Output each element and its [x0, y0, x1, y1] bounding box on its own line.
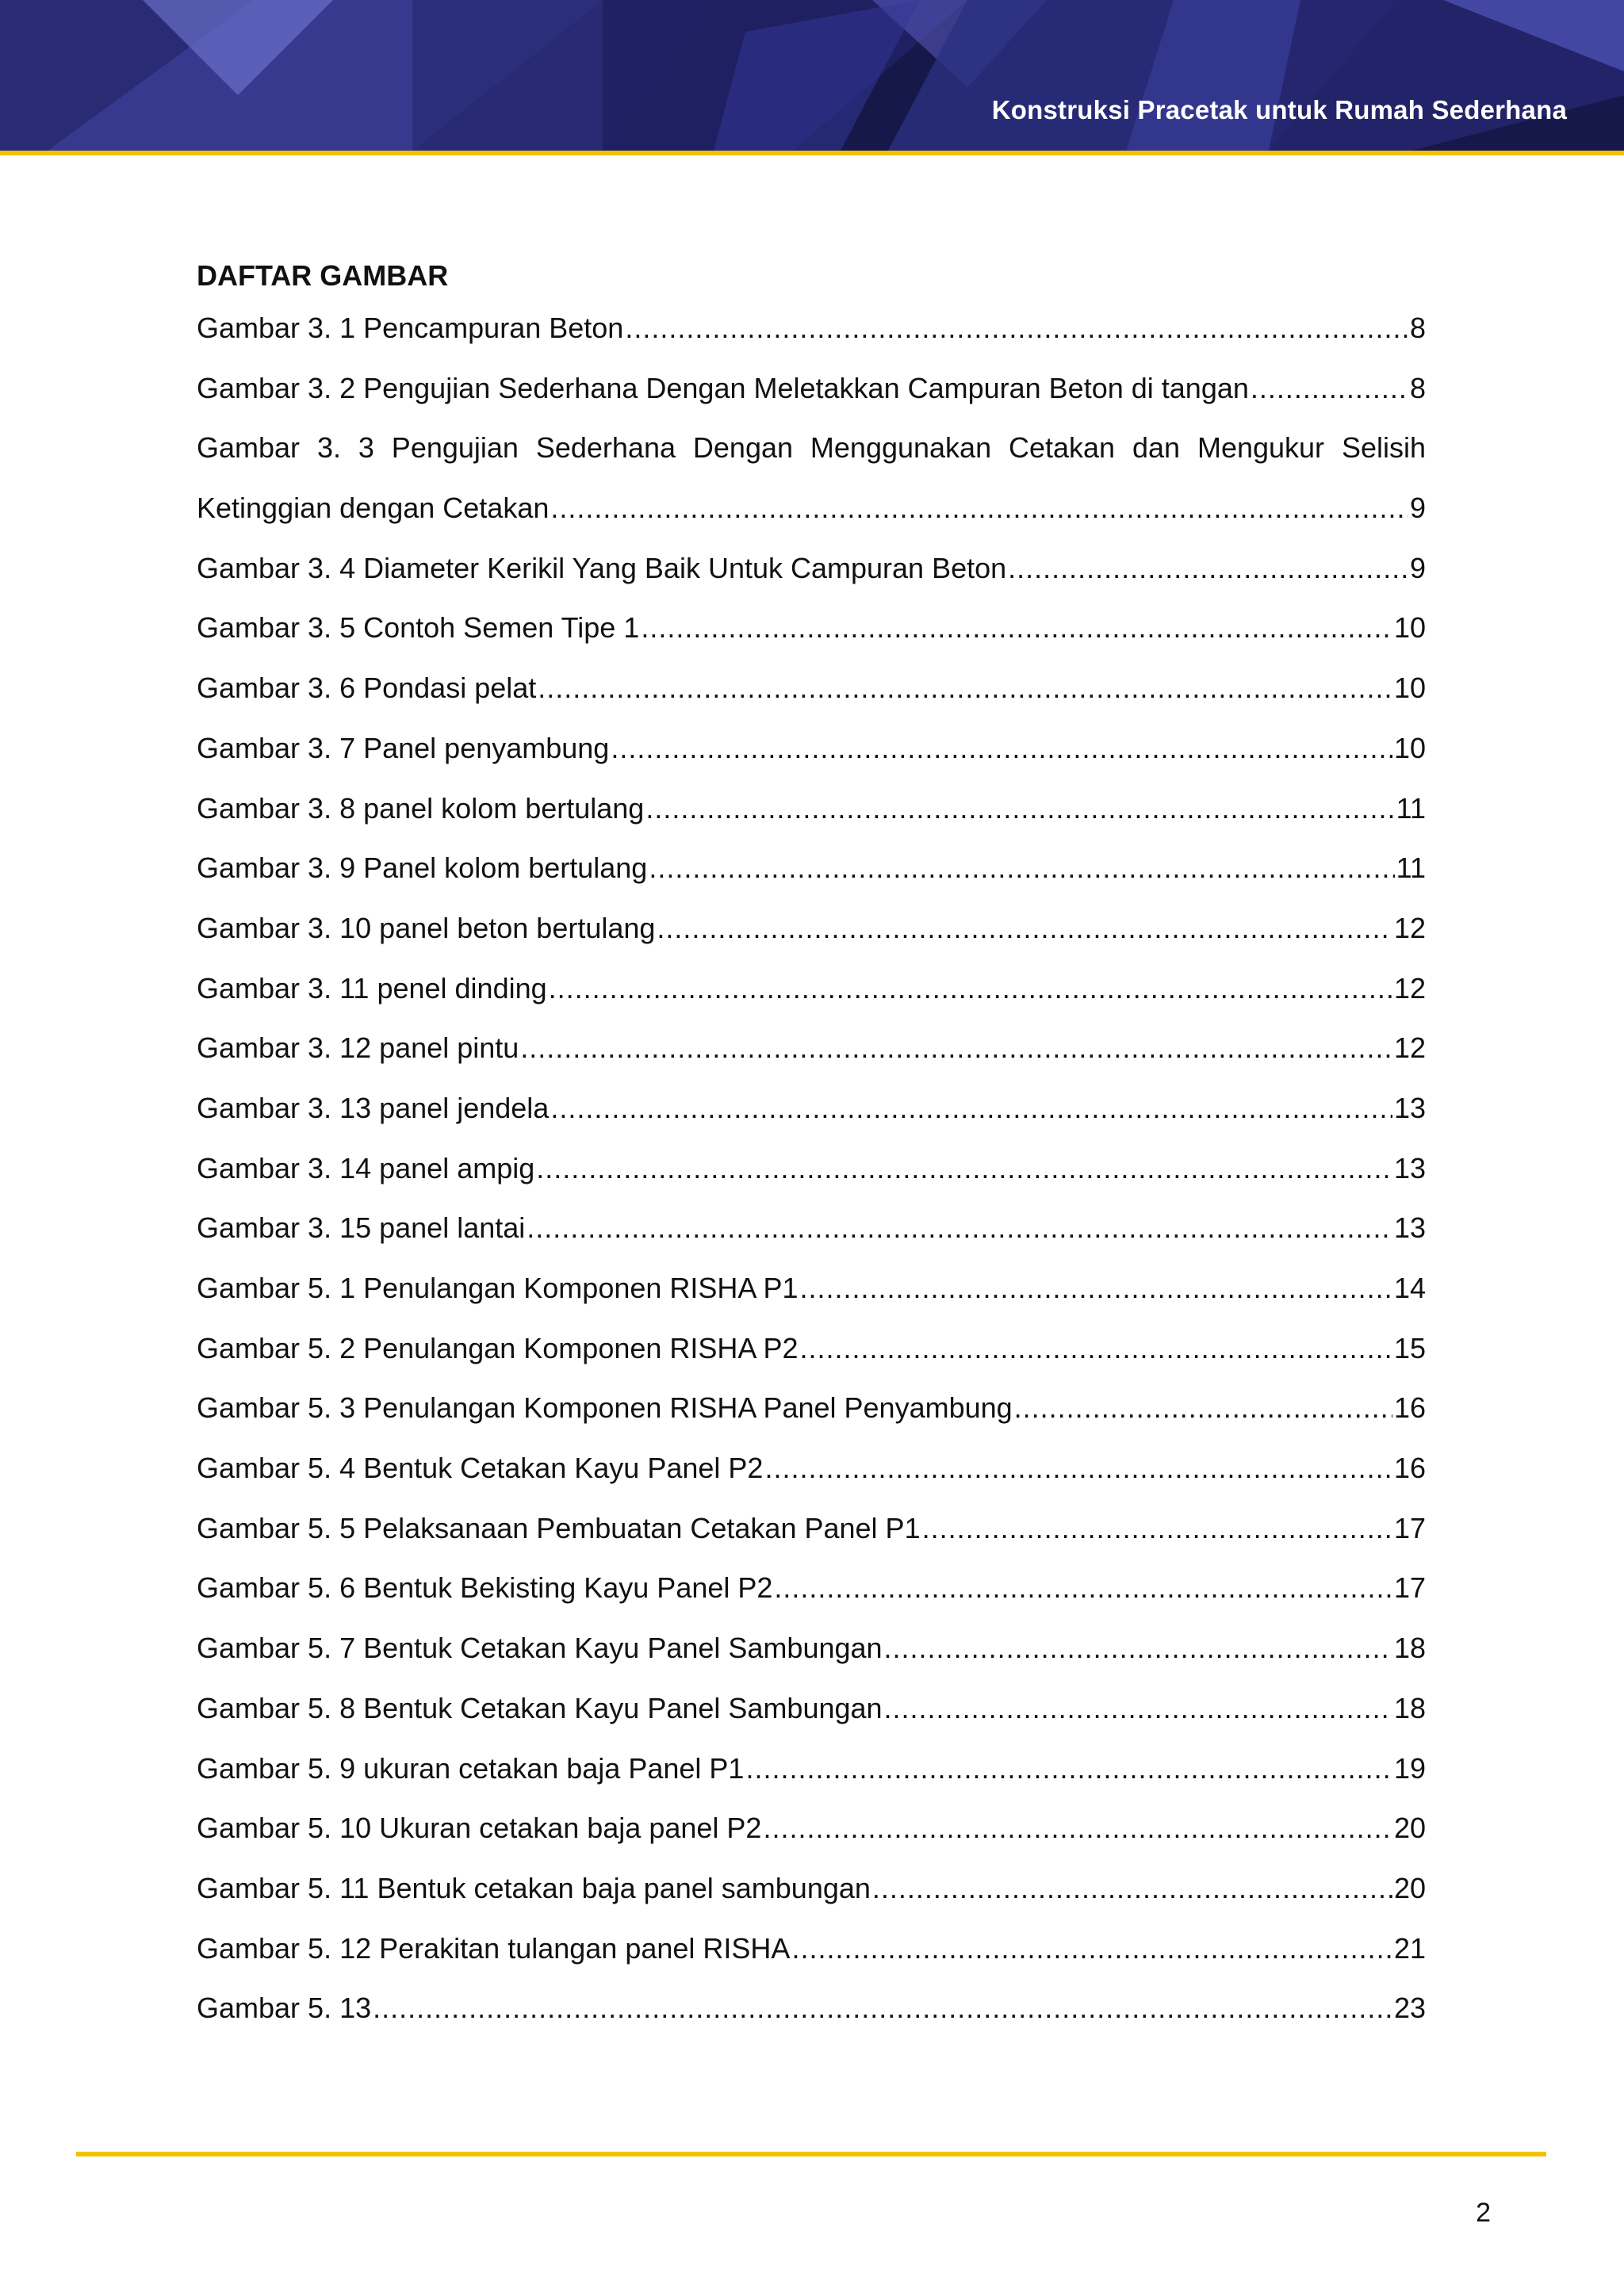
toc-entry[interactable] [197, 898, 1426, 959]
toc-dot-leader [884, 1618, 1392, 1678]
toc-dot-leader [649, 838, 1394, 898]
toc-entry[interactable] [197, 1318, 1426, 1379]
toc-dot-leader [538, 658, 1392, 718]
header-accent-rule [0, 151, 1624, 155]
toc-entry-label: Gambar 5. 5 Pelaksanaan Pembuatan Cetakan Panel P1 [197, 1511, 921, 1544]
toc-entry[interactable] [197, 959, 1426, 1019]
toc-entry[interactable] [197, 598, 1426, 658]
toc-dot-leader [527, 1198, 1392, 1258]
header-geometric-background [0, 0, 1624, 151]
toc-entry-label: Gambar 3. 9 Panel kolom bertulang [197, 851, 648, 885]
toc-page-number: 18 [1393, 1691, 1426, 1724]
toc-dot-leader [884, 1678, 1392, 1739]
toc-page-number: 8 [1409, 371, 1426, 404]
toc-entry[interactable] [197, 658, 1426, 718]
toc-entry[interactable] [197, 1498, 1426, 1559]
toc-dot-leader [657, 898, 1392, 959]
toc-entry-label: Gambar 5. 11 Bentuk cetakan baja panel sambungan [197, 1871, 871, 1904]
toc-entry-label: Gambar 5. 6 Bentuk Bekisting Kayu Panel P2 [197, 1571, 773, 1605]
toc-entry-label: Gambar 3. 2 Pengujian Sederhana Dengan Meletakkan Campuran Beton di tangan [197, 371, 1249, 404]
toc-page-number: 8 [1409, 312, 1426, 344]
toc-page-number: 16 [1393, 1391, 1426, 1425]
toc-page-number: 12 [1393, 1031, 1426, 1065]
toc-dot-leader [774, 1558, 1392, 1618]
toc-entry[interactable] [197, 1978, 1426, 2038]
toc-heading: DAFTAR GAMBAR [197, 259, 449, 292]
toc-entry-label: Gambar 5. 8 Bentuk Cetakan Kayu Panel Sambungan [197, 1691, 883, 1724]
toc-dot-leader [1014, 1378, 1392, 1438]
toc-page-number: 17 [1393, 1511, 1426, 1544]
toc-dot-leader [549, 959, 1392, 1019]
toc-entry-label: Gambar 5. 12 Perakitan tulangan panel RISHA [197, 1931, 791, 1965]
toc-page-number: 21 [1393, 1931, 1426, 1965]
toc-page-number: 10 [1393, 672, 1426, 705]
toc-entry-label: Gambar 3. 15 panel lantai [197, 1211, 526, 1245]
toc-dot-leader [611, 718, 1392, 779]
toc-entry-label: Gambar 3. 8 panel kolom bertulang [197, 791, 645, 825]
toc-entry[interactable] [197, 838, 1426, 898]
toc-page-number: 20 [1393, 1871, 1426, 1904]
toc-entry-label: Gambar 3. 13 panel jendela [197, 1091, 550, 1124]
toc-entry[interactable] [197, 358, 1426, 419]
toc-page-number: 12 [1393, 911, 1426, 944]
toc-entry[interactable] [197, 1798, 1426, 1858]
toc-entry-label: Gambar 5. 7 Bentuk Cetakan Kayu Panel Sambungan [197, 1632, 883, 1665]
toc-dot-leader [745, 1739, 1392, 1799]
toc-entry-label: Gambar 3. 12 panel pintu [197, 1031, 519, 1065]
toc-entry[interactable] [197, 1078, 1426, 1138]
toc-entry[interactable] [197, 298, 1426, 358]
toc-page-number: 11 [1396, 851, 1426, 885]
toc-page-number: 18 [1393, 1632, 1426, 1665]
toc-entry-label: Gambar 5. 9 ukuran cetakan baja Panel P1 [197, 1751, 745, 1785]
toc-entry-label: Gambar 5. 13 [197, 1992, 372, 2025]
toc-entry-label: Gambar 3. 5 Contoh Semen Tipe 1 [197, 611, 640, 645]
toc-entry-label: Gambar 3. 11 penel dinding [197, 971, 547, 1004]
toc-entry[interactable] [197, 779, 1426, 839]
toc-dot-leader [764, 1438, 1392, 1498]
toc-page-number: 9 [1409, 492, 1426, 525]
toc-page-number: 16 [1393, 1452, 1426, 1485]
toc-page-number: 13 [1393, 1091, 1426, 1124]
toc-entry[interactable] [197, 1018, 1426, 1078]
page-number: 2 [1476, 2198, 1491, 2228]
toc-dot-leader [763, 1798, 1392, 1858]
toc-page-number: 13 [1393, 1211, 1426, 1245]
toc-entry[interactable] [197, 1558, 1426, 1618]
header-title: Konstruksi Pracetak untuk Rumah Sederhana [991, 95, 1567, 124]
toc-dot-leader [922, 1498, 1392, 1559]
toc-entry-label: Gambar 5. 1 Penulangan Komponen RISHA P1 [197, 1272, 799, 1304]
toc-page-number: 19 [1393, 1751, 1426, 1785]
toc-dot-leader [520, 1018, 1392, 1078]
toc-entry[interactable] [197, 1919, 1426, 1979]
toc-entry[interactable] [197, 1198, 1426, 1258]
toc-page-number: 14 [1393, 1272, 1426, 1304]
toc-entry-label: Gambar 5. 3 Penulangan Komponen RISHA Panel Penyambung [197, 1391, 1013, 1425]
table-of-figures [197, 254, 1426, 2038]
toc-entry[interactable] [197, 718, 1426, 779]
toc-entry-label: Gambar 3. 6 Pondasi pelat [197, 672, 537, 705]
toc-page-number: 15 [1393, 1331, 1426, 1364]
toc-entry-label: Gambar 3. 14 panel ampig [197, 1151, 535, 1184]
toc-page-number: 23 [1393, 1992, 1426, 2025]
toc-dot-leader [872, 1858, 1392, 1919]
toc-entry-label: Gambar 5. 10 Ukuran cetakan baja panel P2 [197, 1812, 762, 1845]
toc-entry-label: Gambar 3. 4 Diameter Kerikil Yang Baik Untuk Campuran Beton [197, 551, 1007, 584]
toc-dot-leader [1251, 358, 1408, 419]
toc-entry[interactable] [197, 478, 1426, 538]
toc-dot-leader [550, 1078, 1392, 1138]
toc-entry-label: Gambar 3. 1 Pencampuran Beton [197, 312, 624, 344]
toc-entry[interactable] [197, 538, 1426, 599]
toc-entry-label: Gambar 5. 4 Bentuk Cetakan Kayu Panel P2 [197, 1452, 764, 1485]
toc-entry[interactable] [197, 1678, 1426, 1739]
toc-dot-leader [641, 598, 1392, 658]
toc-list [197, 298, 1426, 2038]
toc-dot-leader [536, 1138, 1392, 1199]
toc-dot-leader [791, 1919, 1392, 1979]
toc-page-number: 10 [1393, 611, 1426, 645]
toc-entry[interactable] [197, 1438, 1426, 1498]
toc-entry-label: Gambar 3. 7 Panel penyambung [197, 731, 610, 764]
toc-dot-leader [373, 1978, 1392, 2038]
footer-accent-rule [76, 2152, 1546, 2156]
toc-entry-wrapped-line[interactable] [197, 418, 1426, 478]
toc-page-number: 20 [1393, 1812, 1426, 1845]
toc-page-number: 17 [1393, 1571, 1426, 1605]
toc-dot-leader [625, 298, 1408, 358]
toc-dot-leader [1008, 538, 1408, 599]
toc-dot-leader [550, 478, 1408, 538]
toc-page-number: 9 [1409, 551, 1426, 584]
toc-entry-label-line1: Gambar 3. 3 Pengujian Sederhana Dengan Menggunakan Cetakan dan Mengukur Selisih [197, 431, 1426, 465]
toc-entry[interactable] [197, 1378, 1426, 1438]
toc-page-number: 10 [1393, 731, 1426, 764]
toc-page-number: 13 [1393, 1151, 1426, 1184]
toc-entry[interactable] [197, 1858, 1426, 1919]
toc-entry[interactable] [197, 1138, 1426, 1199]
toc-entry[interactable] [197, 1618, 1426, 1678]
toc-page-number: 12 [1393, 971, 1426, 1004]
toc-dot-leader [645, 779, 1394, 839]
header-banner [0, 0, 1624, 151]
toc-entry[interactable] [197, 1739, 1426, 1799]
toc-entry-label: Gambar 3. 10 panel beton bertulang [197, 911, 656, 944]
toc-dot-leader [799, 1258, 1392, 1318]
toc-dot-leader [799, 1318, 1392, 1379]
toc-entry-label: Gambar 5. 2 Penulangan Komponen RISHA P2 [197, 1331, 799, 1364]
toc-page-number: 11 [1396, 791, 1426, 825]
toc-entry-label: Ketinggian dengan Cetakan [197, 492, 550, 525]
toc-entry[interactable] [197, 1258, 1426, 1318]
